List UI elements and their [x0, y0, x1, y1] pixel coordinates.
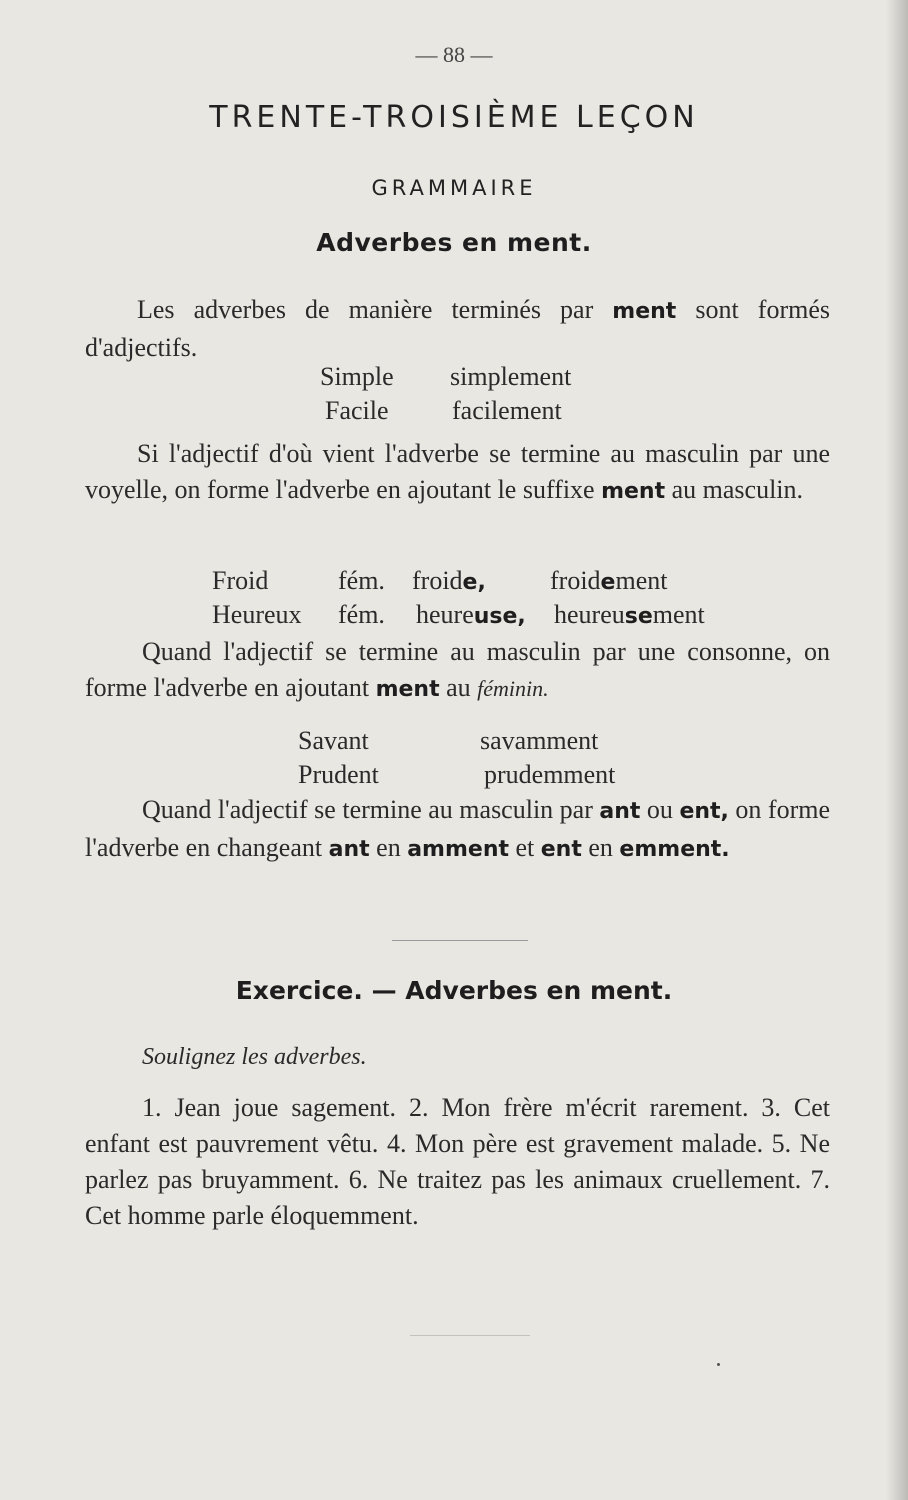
rule-paragraph-3	[85, 634, 830, 708]
example2-fem-stem-1: froid	[412, 566, 463, 595]
rule1-text-b: sont formés d'adjectifs.	[85, 295, 830, 362]
rule4-text-d: en	[369, 833, 408, 862]
example2-adverb-2	[554, 600, 705, 630]
page-number: — 88 —	[415, 42, 493, 67]
rule-paragraph-1	[85, 292, 830, 366]
example1-adv-1: simplement	[450, 362, 572, 391]
example1-adj-1: Simple	[320, 362, 394, 391]
rule4-text-c: on forme l'adverbe en changeant	[85, 795, 830, 862]
section-heading: GRAMMAIRE	[371, 176, 537, 200]
rule4-text-e: et	[509, 833, 541, 862]
example2-feminine-2	[416, 600, 526, 630]
lesson-heading: Adverbes en ment.	[316, 228, 592, 257]
example3-adj-2: Prudent	[298, 760, 379, 789]
rule1-bold: ment	[612, 299, 677, 324]
rule3-italic: féminin.	[477, 676, 549, 701]
rule-paragraph-2	[85, 436, 830, 510]
rule1-text-a: Les adverbes de manière terminés par	[137, 295, 613, 324]
lesson-title: TRENTE-TROISIÈME LEÇON	[209, 100, 699, 135]
rule4-bold-amment: amment	[407, 837, 509, 862]
exercise-text: 1. Jean joue sagement. 2. Mon frère m'écrit rarement. 3. Cet enfant est pauvrement vêtu. 4. Mon père est gravement malade. 5. Ne parlez pas bruyamment. 6. Ne traitez pas les animaux cruellement. 7. Cet homme parle éloquemment.	[85, 1093, 830, 1230]
example2-adv-c-1: ment	[615, 566, 668, 595]
rule3-bold: ment	[375, 677, 440, 702]
exercise-instruction: Soulignez les adverbes.	[142, 1044, 367, 1070]
rule3-text-b: au	[439, 673, 478, 702]
rule4-bold-ent: ent,	[679, 799, 729, 824]
rule3-text-a: Quand l'adjectif se termine au masculin par une consonne, on forme l'adverbe en ajoutant	[85, 637, 830, 702]
rule4-bold-ant-2: ant	[328, 837, 370, 862]
example2-adv-c-2: ment	[652, 600, 705, 629]
example1-adv-2: facilement	[452, 396, 562, 425]
example2-fem-end-2: use,	[473, 604, 526, 629]
example2-adv-a-2: heureu	[554, 600, 625, 629]
example2-adv-b-1: e	[600, 570, 616, 595]
rule-paragraph-4	[85, 792, 830, 868]
example2-adv-a-1: froid	[550, 566, 601, 595]
rule2-text-b: au masculin.	[665, 475, 804, 504]
example3-adv-1: savamment	[480, 726, 599, 755]
example3-adv-2: prudemment	[484, 760, 616, 789]
rule4-text-b: ou	[640, 795, 680, 824]
rule2-bold: ment	[601, 479, 666, 504]
bottom-divider	[410, 1335, 530, 1336]
section-divider	[392, 940, 528, 941]
example2-fem-end-1: e,	[462, 570, 486, 595]
example2-adj-1: Froid	[212, 566, 269, 595]
rule4-text-f: en	[581, 833, 620, 862]
example2-fem-label-1: fém.	[338, 566, 385, 595]
rule4-bold-ant: ant	[599, 799, 641, 824]
page-edge-shadow	[886, 0, 908, 1500]
example2-fem-stem-2: heure	[416, 600, 474, 629]
example2-adv-b-2: se	[624, 604, 653, 629]
example2-adj-2: Heureux	[212, 600, 302, 629]
example3-adj-1: Savant	[298, 726, 369, 755]
rule4-text-a: Quand l'adjectif se termine au masculin par	[142, 795, 600, 824]
exercise-heading: Exercice. — Adverbes en ment.	[235, 976, 673, 1005]
example2-feminine-1	[412, 566, 486, 596]
example1-adj-2: Facile	[325, 396, 389, 425]
rule4-bold-ent-2: ent	[540, 837, 582, 862]
example2-fem-label-2: fém.	[338, 600, 385, 629]
rule4-bold-emment: emment.	[619, 837, 730, 862]
example2-adverb-1	[550, 566, 667, 596]
rule2-text-a: Si l'adjectif d'où vient l'adverbe se termine au masculin par une voyelle, on forme l'adverbe en ajoutant le suffixe	[85, 439, 830, 504]
page-speck	[717, 1363, 720, 1366]
